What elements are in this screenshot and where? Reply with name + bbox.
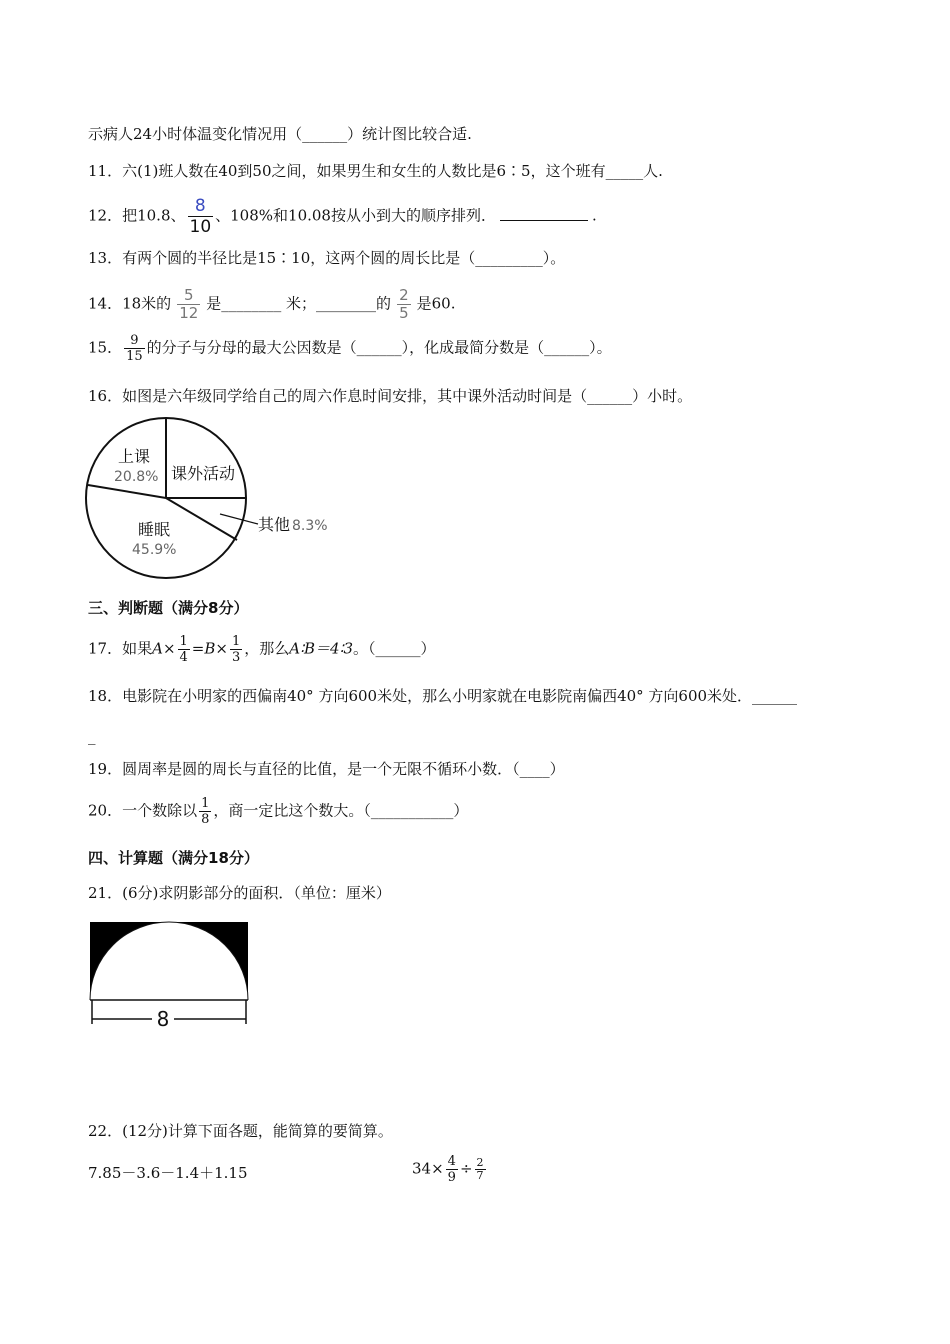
q14-den: 12: [179, 304, 199, 322]
q12-prefix: 12．把10.8、: [88, 206, 186, 225]
q14-num2: 2: [399, 286, 409, 304]
q14-fraction-2: [397, 287, 411, 322]
calc2-n1: 4: [447, 1154, 456, 1169]
question-15: [88, 333, 612, 364]
q17-d1: 4: [179, 650, 188, 665]
q17-b: B: [204, 639, 216, 658]
q15-text: 的分子与分母的最大公因数是（______），化成最简分数是（______）。: [146, 338, 612, 357]
label-kewai: 课外活动: [171, 464, 236, 483]
section-4-heading: 四、计算题（满分18分）: [88, 849, 259, 867]
q17-times-2: ×: [215, 639, 228, 658]
label-shangke-pct: 20.8%: [114, 469, 159, 485]
label-shuimian: 睡眠: [138, 520, 171, 539]
q10-tail: 示病人24小时体温变化情况用（______）统计图比较合适.: [88, 125, 472, 143]
q14-middle: 是________ 米；________的: [206, 294, 392, 313]
q17-a: A: [152, 639, 163, 658]
q14-fraction-1: [177, 287, 200, 322]
pie-chart: [80, 412, 350, 588]
q17-fraction-2: [230, 634, 242, 665]
question-13: 13．有两个圆的半径比是15∶10，这两个圆的周长比是（_________）。: [88, 249, 566, 267]
q12-text: 、108%和10.08按从小到大的顺序排列．: [215, 206, 496, 225]
dimension-label: 8: [156, 1007, 170, 1030]
calc-2: [412, 1154, 488, 1185]
q14-suffix: 是60.: [416, 294, 456, 313]
q14-den2: 5: [399, 304, 409, 322]
question-16: 16．如图是六年级同学给自己的周六作息时间安排，其中课外活动时间是（______）小时。: [88, 387, 693, 405]
q17-n1: 1: [179, 634, 188, 649]
label-shangke: 上课: [118, 447, 151, 466]
q15-num: 9: [124, 333, 145, 349]
q20-num: 1: [201, 796, 210, 811]
q17-eq: =: [191, 639, 205, 658]
question-18-tail: _: [88, 727, 96, 745]
q12-den: 10: [189, 217, 212, 237]
question-19: 19．圆周率是圆的周长与直径的比值，是一个无限不循环小数．（____）: [88, 760, 565, 778]
semicircle-figure: [86, 918, 256, 1030]
calc2-fraction-2: [475, 1157, 486, 1182]
q17-ratio: A∶B＝4∶3: [289, 639, 354, 658]
question-14: [88, 287, 455, 322]
q12-fraction: [188, 196, 214, 237]
calc2-n2: 2: [476, 1156, 484, 1169]
calc2-d1: 9: [447, 1170, 456, 1185]
q17-prefix: 17．如果: [88, 639, 153, 658]
q20-fraction: [199, 796, 211, 827]
question-18: 18．电影院在小明家的西偏南40° 方向600米处，那么小明家就在电影院南偏西40° 方向600米处．______: [88, 687, 798, 705]
question-21: 21．(6分)求阴影部分的面积．（单位：厘米）: [88, 884, 391, 902]
q12-num: 8: [188, 196, 214, 217]
q12-end: .: [591, 206, 597, 225]
q20-den: 8: [201, 812, 210, 827]
calc2-d2: 7: [476, 1169, 484, 1182]
q17-n2: 1: [231, 634, 241, 649]
q12-answer-blank[interactable]: [500, 220, 588, 221]
calc2-fraction-1: [446, 1154, 458, 1185]
section-3-heading: 三、判断题（满分8分）: [88, 599, 249, 617]
question-20: [88, 796, 468, 827]
label-qita: 其他: [258, 515, 291, 534]
q20-prefix: 20．一个数除以: [88, 801, 198, 820]
q17-answer: 。（______）: [353, 639, 436, 658]
question-17: [88, 634, 436, 665]
calc2-div: ÷: [459, 1159, 473, 1178]
question-22: 22．(12分)计算下面各题，能简算的要简算。: [88, 1122, 393, 1140]
q17-times-1: ×: [162, 639, 176, 658]
q15-den: 15: [126, 349, 143, 364]
label-qita-pct: 8.3%: [292, 518, 328, 534]
q17-fraction-1: [178, 634, 190, 665]
q20-text: ，商一定比这个数大。（___________）: [213, 801, 469, 820]
q15-fraction: [124, 333, 145, 364]
question-12: [88, 196, 597, 237]
question-11: 11．六(1)班人数在40到50之间，如果男生和女生的人数比是6∶5，这个班有_____人.: [88, 162, 663, 180]
calc2-prefix: 34×: [412, 1159, 444, 1178]
q17-then: ，那么: [244, 639, 290, 658]
q17-d2: 3: [231, 650, 241, 665]
q14-prefix: 14．18米的: [88, 294, 172, 313]
q14-num: 5: [177, 287, 200, 305]
q15-prefix: 15．: [88, 338, 123, 357]
calc-1: 7.85－3.6－1.4＋1.15: [88, 1164, 248, 1182]
label-shuimian-pct: 45.9%: [132, 542, 177, 558]
